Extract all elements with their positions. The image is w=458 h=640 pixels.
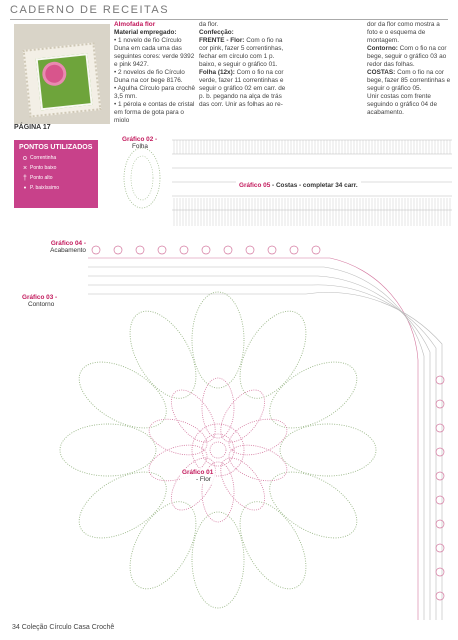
chart02-label	[122, 136, 157, 150]
chart03-label	[22, 294, 57, 308]
unir-text: Unir costas com frente seguindo o gráfico 04 de acabamento.	[367, 93, 437, 116]
chart02-title: Gráfico 02 -	[122, 136, 158, 143]
section-header: CADERNO DE RECEITAS	[10, 4, 170, 16]
chart01-flower	[145, 378, 292, 522]
chart05-label	[236, 174, 361, 192]
frente-label: FRENTE - Flor:	[199, 37, 245, 44]
double-crochet-icon: †	[23, 174, 27, 182]
contorno-text: Com o fio na cor bege, seguir o gráfico 03 ao redor das folhas.	[367, 45, 447, 68]
chart02-leaf	[124, 148, 160, 208]
legend-label: Ponto baixo	[30, 165, 57, 171]
recipe-title: Almofada flor	[114, 21, 156, 28]
photo-caption: PÁGINA 17	[14, 124, 51, 131]
col2-lead: da flor.	[199, 21, 219, 28]
material-item: • Agulha Círculo para crochê 3,5 mm.	[114, 85, 196, 100]
legend-label: Correntinha	[30, 155, 57, 161]
confeccao-heading: Confecção:	[199, 29, 234, 36]
contorno-label: Contorno:	[367, 45, 398, 52]
legend-label: P. baixíssimo	[30, 185, 60, 191]
chart02-leaf-inner	[131, 156, 153, 200]
material-item: • 1 novelo de fio Círculo Duna em cada uma das seguintes cores: verde 9392 e pink 9427.	[114, 37, 195, 68]
col3-lead: dor da flor como mostra a foto e o esquema de montagem.	[367, 21, 440, 44]
single-crochet-icon: ×	[22, 164, 28, 172]
material-item: • 2 novelos de fio Círculo Duna na cor bege 8176.	[114, 69, 185, 84]
chart01-label	[180, 468, 215, 484]
chart03-name: Contorno	[28, 301, 55, 308]
chart03-title: Gráfico 03 -	[22, 294, 58, 301]
legend-label: Ponto alto	[30, 175, 53, 181]
legend-title: PONTOS UTILIZADOS	[19, 144, 93, 151]
chart04-label	[44, 240, 86, 254]
chart03-04-border	[88, 246, 444, 620]
costas-label: COSTAS:	[367, 69, 396, 76]
costas-text: Com o fio na cor bege, fazer 85 correntinhas e seguir o gráfico 05.	[367, 69, 451, 92]
chain-stitch-icon: o	[23, 154, 27, 162]
folha-text: Com o fio na cor verde, fazer 11 correntinhas e seguir o gráfico 02 em carr. de p. b. pegando na alça de trás das corr. Unir as folhas ao re-	[199, 69, 286, 108]
chart05-name: - Costas - completar 34 carr.	[270, 182, 358, 189]
chart01-title: Gráfico 01	[182, 469, 214, 476]
slip-stitch-icon: •	[23, 184, 27, 192]
chart04-name: Acabamento	[50, 247, 86, 254]
chart01-leaves	[60, 292, 376, 608]
folha-label: Folha (12x):	[199, 69, 235, 76]
chart01-name: - Flor	[196, 476, 211, 483]
material-item: • 1 pérola e contas de cristal em forma de gota para o miolo	[114, 101, 195, 124]
chart04-title: Gráfico 04 -	[50, 240, 86, 247]
page-footer: 34 Coleção Círculo Casa Crochê	[12, 624, 115, 631]
materials-heading: Material empregado:	[114, 29, 177, 36]
chart05-title: Gráfico 05	[239, 182, 271, 189]
chart02-name: Folha	[132, 143, 148, 150]
frente-text: Com o fio na cor pink, fazer 5 correntinhas, fechar em círculo com 1 p. baixo, e seguir o gráfico 01.	[199, 37, 284, 68]
